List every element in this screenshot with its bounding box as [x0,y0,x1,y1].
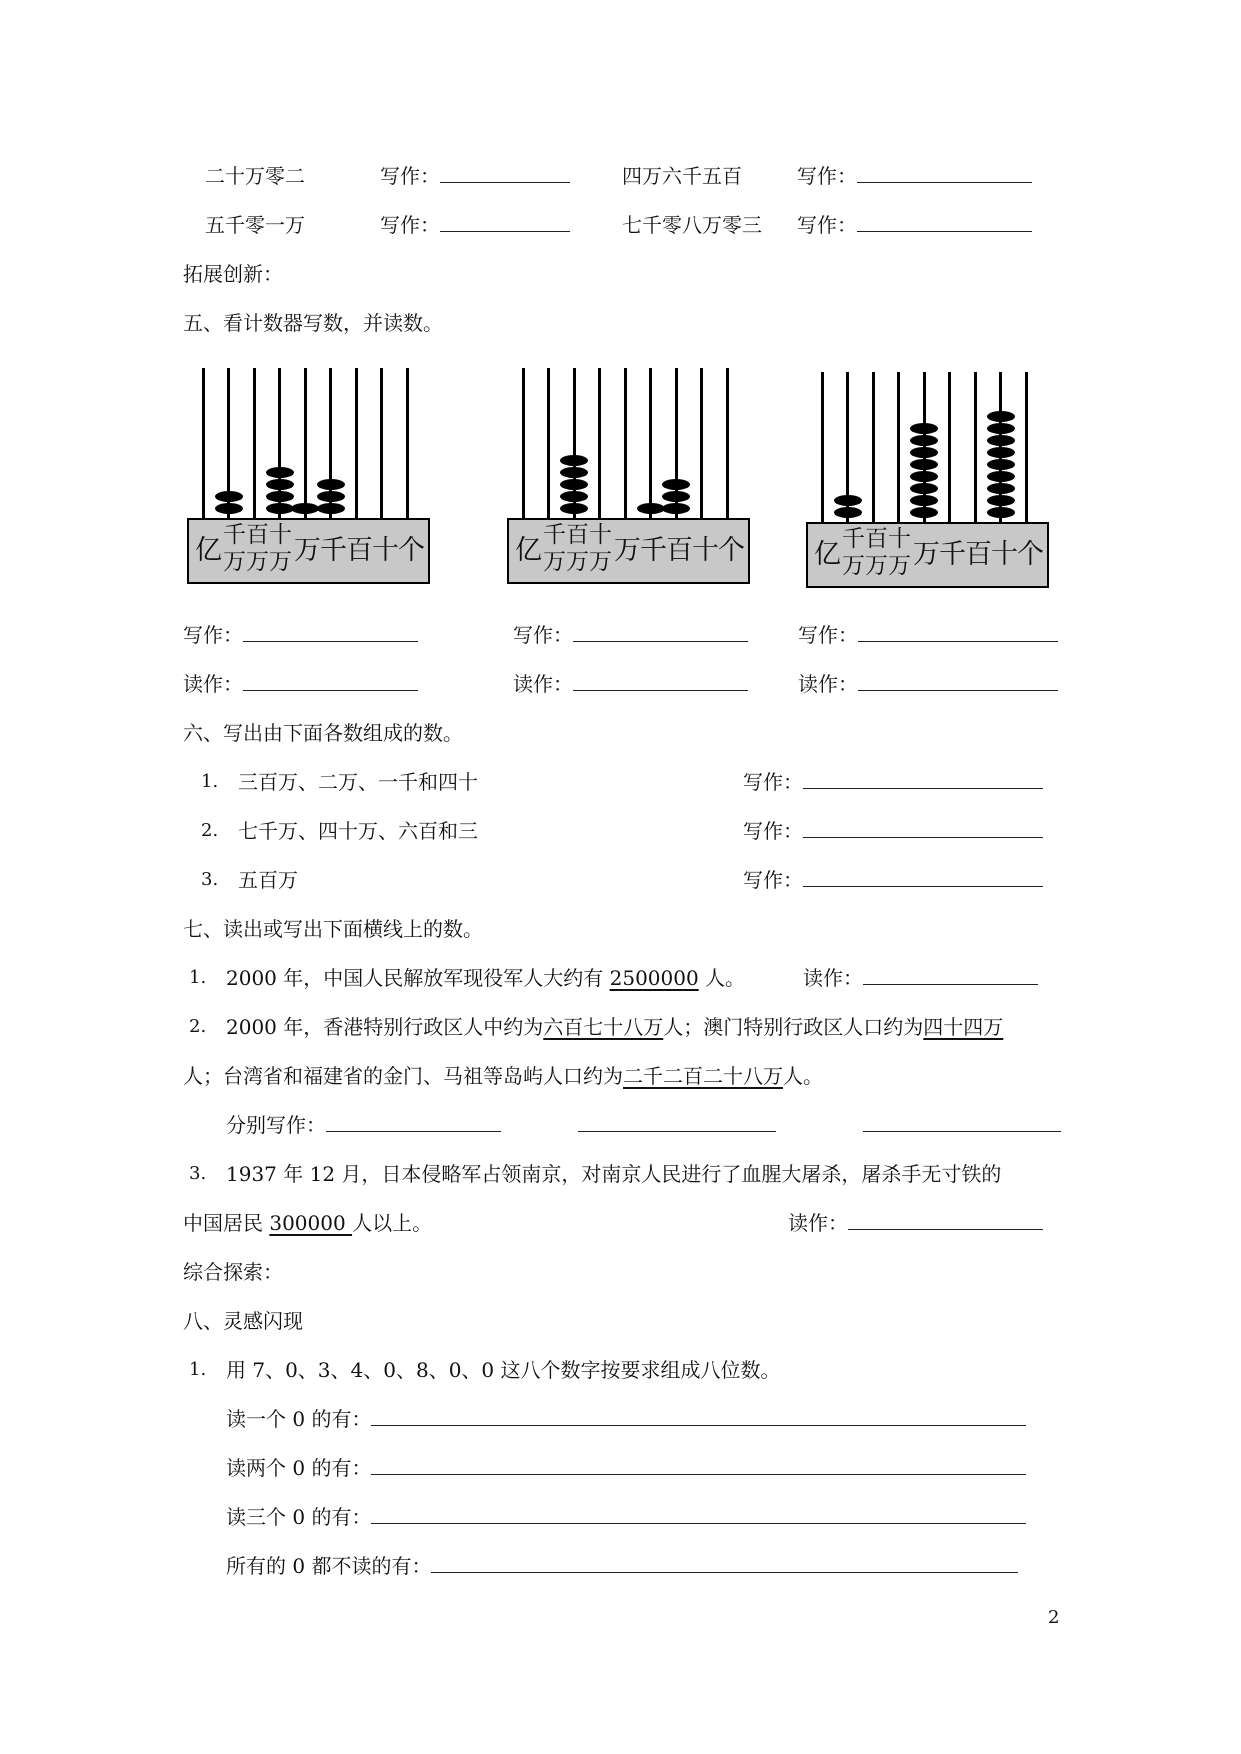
abacus-rod [821,372,824,522]
label-ge: 个 [398,535,425,566]
item-text: 五千零一万 [205,213,305,237]
item-text: 七千万、四十万、六百和三 [238,819,478,843]
answer-blank[interactable] [371,1407,1026,1426]
label-wan: 万 [223,549,246,575]
answer-blank[interactable] [863,966,1038,985]
abacus-bead [910,435,938,446]
label-wan: 万 [543,549,566,575]
label-wan: 万 [888,553,911,579]
label-qian: 千 [842,526,865,552]
abacus-bead [987,447,1015,458]
abacus-bead [987,435,1015,446]
underlined-number: 300000 [269,1211,353,1235]
abacus-bead [662,503,690,514]
abacus-bead [662,479,690,490]
label-wan: 万 [865,553,888,579]
section-title: 七、读出或写出下面横线上的数。 [183,917,483,941]
write-label: 分别写作： [226,1113,501,1137]
abacus-bead [662,491,690,502]
write-label: 写作： [797,213,1032,237]
abacus-bead [834,495,862,506]
abacus-bead [910,471,938,482]
read-label: 读作： [513,672,748,696]
read-label: 读作： [788,1211,1043,1235]
write-label: 写作： [797,164,1032,188]
abacus-bead [910,459,938,470]
write-label: 写作： [380,213,570,237]
write-label: 写作： [513,623,748,647]
abacus-rod [700,368,703,518]
abacus-rod [948,372,951,522]
label-ge: 个 [718,535,745,566]
abacus [187,368,430,584]
label-yi: 亿 [515,535,542,566]
abacus-bead [910,447,938,458]
answer-blank[interactable] [371,1505,1026,1524]
item-text: 2000 年，中国人民解放军现役军人大约有 2500000 人。 [226,966,746,990]
answer-blank[interactable] [858,672,1058,691]
label-wan: 万 [614,535,641,566]
answer-blank[interactable] [858,623,1058,642]
abacus-bead [291,503,319,514]
abacus-rod [253,368,256,518]
abacus-rod [726,368,729,518]
answer-blank[interactable] [440,213,570,232]
abacus-bead [987,423,1015,434]
read-label: 读作： [183,672,418,696]
label-shi: 十 [372,535,399,566]
answer-blank[interactable] [326,1113,501,1132]
abacus-rod [598,368,601,518]
underlined-number: 2500000 [609,966,699,990]
label-wan: 万 [294,535,321,566]
answer-blank[interactable] [857,164,1032,183]
write-label: 写作： [183,623,418,647]
label-qian: 千 [543,522,566,548]
write-label: 写作： [798,623,1058,647]
abacus-rod [304,368,307,518]
label-qian: 千 [939,539,966,570]
label-bai: 百 [566,522,589,548]
abacus-bead [910,483,938,494]
abacus-bead [987,507,1015,518]
abacus-rod [406,368,409,518]
abacus-bead [317,491,345,502]
label-bai: 百 [865,526,888,552]
section-title: 八、灵感闪现 [183,1309,303,1333]
abacus-rod [547,368,550,518]
abacus-bead [987,459,1015,470]
item-number: 2. [201,820,219,841]
abacus-bead [560,467,588,478]
abacus-bead [266,503,294,514]
answer-blank[interactable] [371,1456,1026,1475]
abacus [507,368,750,584]
underlined-number: 六百七十八万 [543,1015,664,1039]
read-label: 读作： [803,966,1038,990]
section-heading: 综合探索： [183,1260,283,1284]
write-label: 写作： [380,164,570,188]
label-wan: 万 [913,539,940,570]
label-bai: 百 [246,522,269,548]
label-ge: 个 [1017,539,1044,570]
answer-blank[interactable] [573,672,748,691]
answer-blank[interactable] [863,1113,1061,1132]
write-label: 写作： [743,819,1043,843]
item-text: 人；台湾省和福建省的金门、马祖等岛屿人口约为二千二百二十八万人。 [183,1064,823,1088]
item-text: 1937 年 12 月，日本侵略军占领南京，对南京人民进行了血腥大屠杀，屠杀手无寸铁的 [226,1162,1002,1186]
abacus-bead [560,455,588,466]
label-shi: 十 [888,526,911,552]
read-label: 读作： [798,672,1058,696]
item-number: 2. [189,1016,207,1037]
abacus-bead [215,491,243,502]
label-shi: 十 [269,522,292,548]
abacus-rod [380,368,383,518]
abacus-rod [649,368,652,518]
item-number: 3. [189,1163,207,1184]
item-text: 五百万 [238,868,298,892]
item-text: 二十万零二 [205,164,305,188]
abacus-bead [215,503,243,514]
answer-blank[interactable] [243,672,418,691]
answer-blank[interactable] [431,1554,1018,1573]
answer-blank[interactable] [440,164,570,183]
answer-line: 读两个 0 的有： [226,1456,1026,1480]
label-wan: 万 [246,549,269,575]
page-number: 2 [1048,1607,1060,1628]
label-bai: 百 [666,535,693,566]
abacus-rod [624,368,627,518]
abacus-bead [987,483,1015,494]
abacus-rod [872,372,875,522]
answer-line: 读一个 0 的有： [226,1407,1026,1431]
underlined-number: 四十四万 [923,1015,1004,1039]
abacus-bead [317,479,345,490]
abacus-bead [560,479,588,490]
item-text: 2000 年，香港特别行政区人中约为六百七十八万人；澳门特别行政区人口约为四十四万 [226,1015,1004,1039]
abacus-rod [974,372,977,522]
answer-blank[interactable] [848,1211,1043,1230]
item-number: 1. [189,967,207,988]
abacus-bead [834,507,862,518]
item-number: 1. [201,771,219,792]
abacus-bead [987,495,1015,506]
item-text: 七千零八万零三 [622,213,762,237]
abacus-bead [910,507,938,518]
answer-blank[interactable] [857,213,1032,232]
item-text: 中国居民 300000 人以上。 [183,1211,433,1235]
label-yi: 亿 [195,535,222,566]
section-title: 五、看计数器写数，并读数。 [183,311,443,335]
abacus-rod [897,372,900,522]
abacus-bead [317,503,345,514]
abacus-bead [987,471,1015,482]
label-qian: 千 [320,535,347,566]
write-label: 写作： [743,868,1043,892]
section-title: 六、写出由下面各数组成的数。 [183,721,463,745]
answer-blank[interactable] [578,1113,776,1132]
section-heading: 拓展创新： [183,262,283,286]
label-shi: 十 [991,539,1018,570]
answer-line: 所有的 0 都不读的有： [226,1554,1018,1578]
label-qian: 千 [640,535,667,566]
answer-blank[interactable] [573,623,748,642]
abacus-bead [560,491,588,502]
label-qian: 千 [223,522,246,548]
abacus-bead [560,503,588,514]
label-shi: 十 [589,522,612,548]
item-text: 四万六千五百 [622,164,742,188]
abacus-rod [1025,372,1028,522]
underlined-number: 二千二百二十八万 [623,1064,783,1088]
label-shi: 十 [692,535,719,566]
answer-blank[interactable] [803,770,1043,789]
label-yi: 亿 [814,539,841,570]
label-bai: 百 [965,539,992,570]
abacus-bead [637,503,665,514]
answer-line: 读三个 0 的有： [226,1505,1026,1529]
item-text: 三百万、二万、一千和四十 [238,770,478,794]
abacus-rod [522,368,525,518]
abacus-bead [910,495,938,506]
abacus-bead [266,491,294,502]
item-text: 用 7、0、3、4、0、8、0、0 这八个数字按要求组成八位数。 [226,1358,781,1382]
item-number: 3. [201,869,219,890]
label-wan: 万 [566,549,589,575]
abacus-bead [266,479,294,490]
answer-blank[interactable] [803,819,1043,838]
abacus-bead [987,411,1015,422]
abacus-rod [355,368,358,518]
label-wan: 万 [589,549,612,575]
write-label: 写作： [743,770,1043,794]
abacus-bead [266,467,294,478]
answer-blank[interactable] [243,623,418,642]
item-number: 1. [189,1359,207,1380]
label-wan: 万 [269,549,292,575]
abacus-rod [202,368,205,518]
label-bai: 百 [346,535,373,566]
abacus-bead [910,423,938,434]
label-wan: 万 [842,553,865,579]
abacus [806,372,1049,588]
answer-blank[interactable] [803,868,1043,887]
